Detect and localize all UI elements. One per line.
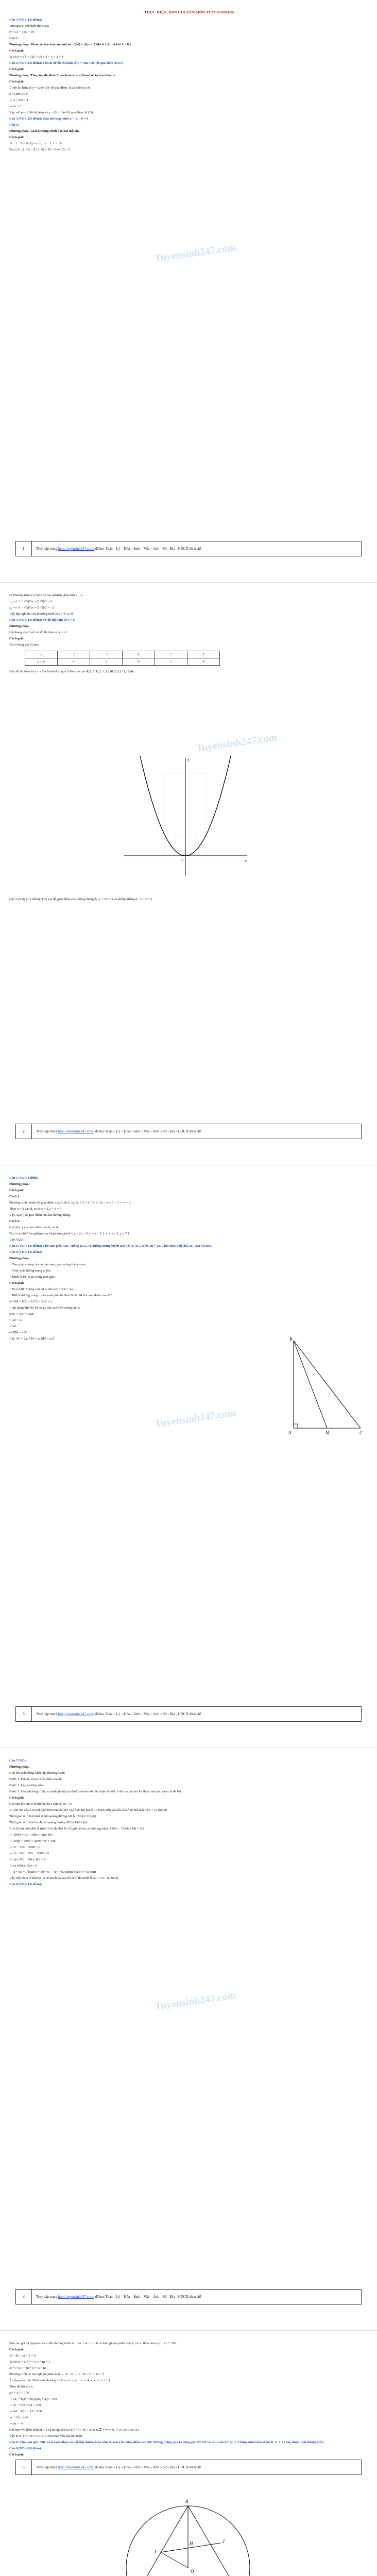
page-3 [0, 1165, 377, 1748]
table-cell: 1 [155, 651, 187, 658]
text-line: Câu 3: [9, 123, 19, 127]
text-line: Áp dụng hệ thức Vi-ét cho phương trình ta có: { x₁ + x₂ = 4; x₁x₂ = m + 1 } [9, 2379, 111, 2382]
text-line: Gọi A(x; y) là giao điểm của d₁ và d₂ [9, 1226, 59, 1229]
label-b: B [289, 1336, 293, 1342]
text-line: Cách giải: [9, 2348, 24, 2351]
text-line: Theo đề bài ta có: [9, 2385, 33, 2388]
footer-prefix: Truy cập trang [36, 2295, 57, 2299]
text-line: ⇔ x² + 10x − 3000 = 0 [9, 1845, 41, 1849]
text-line: ⇔ −12m < 48 [9, 2416, 28, 2419]
page-footer [15, 541, 362, 556]
text-line: Giải bài toán bằng cách lập phương trình: [9, 1771, 65, 1775]
footer-suffix: để học Toán – Lý – Hóa – Sinh – Văn – Anh – Sử - Địa - GDCD tốt nhất! [95, 1712, 201, 1716]
page-3-content [9, 1175, 370, 1342]
page-4-lines [9, 1758, 370, 1887]
footer-link[interactable]: http://tuyensinh247.com/ [58, 547, 94, 551]
text-line: ⇔ 5 = 2m + 1 [9, 98, 28, 102]
footer-prefix: Truy cập trang [36, 2465, 57, 2469]
text-line: Cách giải: [9, 1189, 24, 1192]
label-o: O [191, 2569, 194, 2574]
text-line: Câu 9 (VD) (1,0 điểm): [9, 2447, 42, 2450]
text-line: Bước 2: Lập phương trình [9, 1784, 45, 1787]
label-j: J [222, 2539, 225, 2544]
text-line: + BM là đường trung tuyến xuất phát từ đỉnh B đến M là trung điểm của AC [9, 1294, 112, 1297]
label-m: M [325, 1430, 330, 1435]
table-row-x [25, 651, 220, 658]
footer-suffix: để học Toán – Lý – Hóa – Sinh – Văn – Anh – Sử - Địa - GDCD tốt nhất! [95, 547, 201, 551]
page-2 [0, 583, 377, 1165]
y-axis-label: y [187, 757, 190, 762]
circle-figure [103, 2485, 273, 2576]
label-a: A [185, 2499, 188, 2504]
page-number: 5 [16, 2460, 32, 2475]
page-footer [15, 2460, 362, 2475]
text-line: ⇔ m > −4 [9, 2422, 24, 2426]
page-2-lines [9, 592, 370, 648]
footer-text [32, 1711, 201, 1717]
text-line: Câu 1: [9, 37, 19, 40]
footer-text [32, 546, 201, 551]
footer-link[interactable]: http://tuyensinh247.com/ [58, 1129, 94, 1133]
page-5 [0, 2331, 377, 2576]
page-2-content [9, 592, 370, 675]
text-line: + Áp dụng định lý Py-ta-go cho ΔABM vuông tại A: [9, 1306, 80, 1310]
label-i: I [155, 2549, 156, 2554]
text-line: ⇔ x + 60 = 0 hoặc x − 50 = 0 ⇔ x = −60 (ktm) hoặc x = 50 (tm) [9, 1870, 96, 1874]
page-number: 2 [16, 1124, 32, 1139]
segment-ab [134, 2506, 188, 2576]
text-line: Thay x = 2 vào d₁ ta có y = 2.2 + 3 = 7 [9, 1207, 61, 1211]
text-line: Câu 3 (VD) (1,0 điểm): Giải phương trình x² − x − 6 = 0 [9, 117, 89, 121]
text-line: Câu 4 (VD) (1,0 điểm): Vẽ đồ thị hàm số y = x² [9, 618, 76, 622]
text-line: Cách giải: [9, 1796, 24, 1800]
text-line: x² − x − 6 = 0 (1); a = 1, b = −1, c = −6 [9, 142, 62, 145]
table-row-y [25, 658, 220, 666]
text-line: + Tính chất đường trung tuyến. [9, 1269, 52, 1273]
text-line: Câu 2 (VD) (1,0 điểm): Tìm m để đồ thị hàm số y = (2m+1)x² đi qua điểm A(1;5) [9, 61, 124, 65]
text-line: Vì vận tốc của ô tô thứ nhất lớn hơn vận tốc của ô tô thứ hai là 10 km/h nên vận tốc của ô tô thứ nhất là x + 10 (km/h) [9, 1808, 167, 1812]
text-line: Vậy m ∈ {−3;−2;−1;0;1;2} thỏa mãn yêu cầu bài toán. [9, 2434, 83, 2438]
segment-ac [188, 2506, 242, 2576]
right-angle-mark [294, 1424, 298, 1428]
text-line: 5 = (2m+1).1² [9, 92, 28, 96]
text-line: BM² = AB² + AM² [9, 1312, 35, 1316]
q3-title: Câu 3 (VD) (1,0 điểm): [9, 18, 42, 22]
text-line: Câu 7 (VD): [9, 1759, 27, 1762]
text-line: Δ' = (−2)² − (m+1) = 3 − m [9, 2366, 46, 2370]
text-line: Phương pháp: [9, 1765, 30, 1769]
text-line: Ta có bảng giá trị sau: [9, 643, 39, 647]
text-line: ⇔ (x₁ + x₂)³ − 3x₁x₂(x₁ + x₂) < 100 [9, 2397, 57, 2401]
table-cell: 1 [155, 658, 187, 666]
table-cell: 0 [123, 651, 155, 658]
text-line: Cách giải: [9, 80, 24, 83]
text-line: Tính giá trị các biểu thức sau: [9, 24, 49, 28]
text-line: Phương pháp: Thay tọa độ điểm A vào hàm số y = (2m+1)x² ta tìm được m. [9, 74, 116, 77]
table-cell: −2 [58, 651, 90, 658]
text-line: Cách giải: [9, 1281, 24, 1285]
text-line: Ta có Δ = (−1)² − 4.1.(−6) = 25 > 0 ⇒ √Δ = 5 [9, 148, 70, 151]
footer-link[interactable]: http://tuyensinh247.com/ [58, 1712, 94, 1716]
label-a: A [288, 1430, 292, 1435]
text-line: Vì đồ thị hàm số y = (2m+1)x² đi qua điểm A(1;5) nên ta có: [9, 86, 91, 90]
text-line: Ta có: a = 1, b = −4, c = m + 1 [9, 2360, 50, 2364]
text-line: Cách giải: [9, 49, 24, 53]
text-line: Cách giải: [9, 637, 24, 640]
text-line: ⇔ 4³ − 3(m+1).4 < 100 [9, 2403, 41, 2407]
footer-link[interactable]: http://tuyensinh247.com/ [58, 2295, 94, 2299]
label-h: H [190, 2541, 193, 2546]
text-line: ⇔ x(x+60) − 50(x+60) = 0 [9, 1858, 46, 1861]
text-line: Bước 3: Giải phương trình, so sánh giá trị tìm được của ẩn với điều kiện ở bước 1 để tìm câu trả lời thỏa mãn yêu cầu của đề bài. [9, 1790, 182, 1793]
text-line: = 4a² + a² [9, 1318, 23, 1322]
x-axis-label: x [245, 858, 247, 863]
origin-label: O [181, 858, 184, 862]
text-line: = 5a² [9, 1325, 16, 1328]
footer-prefix: Truy cập trang [36, 547, 57, 551]
footer-text [32, 2294, 201, 2299]
watermark: Tuyensinh247.com [195, 732, 278, 754]
text-line: P = √4 + √25 − √9 [9, 30, 34, 34]
watermark: Tuyensinh247.com [154, 1407, 237, 1430]
page-4 [0, 1748, 377, 2331]
page-1 [0, 0, 377, 583]
text-line: Câu 6 (TH) (1,0 điểm): [9, 1250, 42, 1254]
text-line: ⇔ x² + 60x − 50x − 3000 = 0 [9, 1852, 49, 1855]
q5-line: Câu 5 (VD) (1,0 điểm): Tìm tọa độ giao điểm của đường thẳng d₁: y = 2x + 3 và đường thẳng d₂: y = x + 5 [9, 897, 152, 901]
text-line: ⇔ 300(x+10) − 300x = x(x+10) [9, 1833, 53, 1837]
watermark: Tuyensinh247.com [154, 1990, 237, 2012]
value-table [25, 651, 220, 666]
text-line: Câu 9: Cho tam giác ABC có ba góc nhọn và nội tiếp đường tròn tâm O. Gọi I là trung điểm của AB; đường thẳng qua I vuông góc với AO và cắt cạnh AC tại J. Chứng minh bốn điểm B, C, J, I cùng thuộc một đường tròn. [9, 2441, 324, 2444]
page-number: 4 [16, 2290, 32, 2304]
watermark: Tuyensinh247.com [154, 242, 237, 264]
text-line: Ta có tọa độ A là nghiệm của hệ phương trình { y = 2x + 3; y = x + 5 } ⇔ { x = 2; y = 7 } [9, 1232, 130, 1235]
text-line: Vậy A(2;7) [9, 1238, 25, 1242]
table-cell: 1 [90, 658, 123, 666]
page-5-content [9, 2340, 370, 2458]
text-line: Phương pháp: [9, 1182, 30, 1186]
footer-suffix: để học Toán – Lý – Hóa – Sinh – Văn – Anh – Sử - Địa - GDCD tốt nhất! [95, 1129, 201, 1133]
page-4-content [9, 1757, 370, 1888]
text-line: ⇔ 300x + 3000 − 300x = x² + 10x [9, 1839, 56, 1843]
text-line: Phương trình có hai nghiệm phân biệt ⇔ Δ' > 0 ⇔ 3 − m > 0 ⇔ m < 3 [9, 2372, 104, 2376]
text-line: Câu 5 (VD) (1 điểm): [9, 1176, 40, 1180]
text-line: + Định lý Py-ta-go trong tam giác. [9, 1275, 56, 1279]
text-line: Thời gian ô tô thứ hai đi hết quãng đường AB là 150/x (h) [9, 1821, 87, 1824]
parabola-graph [118, 753, 252, 882]
segment-bc [294, 1341, 361, 1428]
page-number: 1 [16, 541, 32, 556]
text-line: ⇔ m = 2 [9, 105, 22, 108]
text-line: Phương pháp: Giải phương trình bậc hai một ẩn. [9, 129, 80, 133]
text-line: Cách 1: [9, 1195, 21, 1198]
graph-caption: Vậy đồ thị hàm số y = x² là Parabol đi qua 5 điểm có tọa độ (−2;4), (−1;1), (0;0), (1;1), (2;4) [9, 670, 133, 673]
label-c: C [359, 1430, 363, 1435]
page-1-lines [9, 17, 370, 152]
text-line: Câu 8 (VD) (1,0 điểm): [9, 1883, 42, 1886]
text-line: Phương pháp: [9, 1257, 30, 1260]
text-line: Thời gian ô tô thứ nhất đi hết quãng đường AB là 150/(x+10) (h) [9, 1815, 96, 1818]
table-cell: 4 [187, 658, 220, 666]
text-line: ⇒ Phương trình (1) luôn có hai nghiệm phân biệt x₁, x₂ [9, 594, 83, 597]
page-1-content [9, 9, 370, 153]
text-line: Vậy với m = 2 đồ thị hàm số y = (2m+1)x² đi qua điểm A(1;5) [9, 111, 93, 114]
text-line: Câu 6 (VD) (1,0 điểm): Cho tam giác ABC vuông tại A, có đường trung tuyến BM (M ∈ AC). Biết AB = 2a. Tính theo a độ dài AC, AM và BM. [9, 1244, 212, 1248]
text-line: Cách giải: [9, 67, 24, 71]
footer-link[interactable]: http://tuyensinh247.com/ [58, 2465, 94, 2469]
table-cell: −1 [90, 651, 123, 658]
text-line: + Tam giác vuông cần có hai cạnh, góc vuông bằng nhau. [9, 1263, 87, 1266]
text-line: + Vì ΔABC vuông cân tại A nên AC = AB = 2a [9, 1287, 73, 1291]
page-footer [15, 1124, 362, 1139]
table-cell: y = x² [25, 658, 58, 666]
text-line: Ta có P = √4 + √25 − √9 = 2 + 5 − 3 = 4 [9, 55, 63, 59]
page-footer [15, 2289, 362, 2304]
text-line: Phương pháp: [9, 624, 30, 628]
segment-bm [294, 1341, 327, 1428]
text-line: Vậy A(2;7) là giao điểm của hai đường thẳng. [9, 1213, 71, 1217]
footer-prefix: Truy cập trang [36, 1712, 57, 1716]
text-line: x² − 4x + m + 1 = 0 [9, 2354, 36, 2358]
footer-text [32, 1129, 201, 1134]
text-line: Vì ô tô thứ nhất đến B trước ô tô thứ hai là 1/2 giờ nên ta có phương trình: 150/x − 150/(x+10) = 1/2 [9, 1827, 144, 1831]
page-5-lines [9, 2341, 370, 2458]
table-cell: 2 [187, 651, 220, 658]
segment-io [161, 2552, 188, 2568]
text-line: Lập bảng giá trị rồi vẽ đồ thị hàm số y = x² [9, 631, 67, 634]
footer-suffix: để học Toán – Lý – Hóa – Sinh – Văn – Anh – Sử - Địa - GDCD tốt nhất! [95, 2295, 201, 2299]
triangle-abc-figure [278, 1335, 366, 1438]
table-cell: x [25, 651, 58, 658]
text-line: ⇔ 64 − 12m − 12 < 100 [9, 2410, 42, 2413]
table-cell: 0 [123, 658, 155, 666]
text-line: Bước 1: Đặt ẩn và tìm điều kiện của ẩn [9, 1777, 62, 1781]
text-line: ⇔ (x+60)(x−50) = 0 [9, 1864, 37, 1868]
text-line: Tìm các giá trị nguyên của m để phương trình x² − 4x + m + 1 = 0 có hai nghiệm phân biệt x₁ và x₂ thỏa mãn x₁³ + x₂³ < 100. [9, 2342, 177, 2345]
text-line: Vậy vận tốc ô tô thứ hai là 50 km/h và vận tốc ô tô thứ nhất là 50 + 10 = 60 km/h [9, 1876, 118, 1880]
doc-header: THỰC HIỆN: BAN CHUYÊN MÔN TUYENSINH247 [144, 10, 235, 14]
text-line: Cách giải: [9, 135, 24, 139]
text-line: Vậy AC = 2a; AM = a; BM = a√5 [9, 1337, 55, 1341]
text-line: Kết hợp với điều kiện m < 3 và m nguyên ta có { −4 < m < 3; m ∈ ℤ } ⇒ m ∈ {−3;−2;−1;0;1;2} [9, 2428, 139, 2432]
page-3-lines [9, 1175, 370, 1342]
page-footer [15, 1706, 362, 1722]
text-line: ⇒ BM = a√5 [9, 1331, 27, 1334]
text-line: x₁³ + x₂³ < 100 [9, 2391, 29, 2395]
footer-suffix: để học Toán – Lý – Hóa – Sinh – Văn – Anh – Sử - Địa - GDCD tốt nhất! [95, 2465, 201, 2469]
text-line: Gọi vận tốc của ô tô thứ hai là x (km/h) (x > 0) [9, 1802, 73, 1806]
table-cell: 4 [58, 658, 90, 666]
text-line: x₂ = (−b − √Δ)/2a = (1−5)/2 = −2 [9, 606, 54, 609]
text-line: Cách giải: [9, 2453, 24, 2456]
page-number: 3 [16, 1707, 32, 1721]
text-line: ⇒ AM = MC = AC/2 = 2a/2 = a [9, 1300, 52, 1303]
text-line: Phương trình hoành độ giao điểm của d₁ & d₂ là: 2x + 3 = x + 5 ⇔ 2x − x = 5 − 3 ⇔ x = 2 [9, 1201, 131, 1205]
text-line: Cách 2: [9, 1219, 21, 1223]
footer-prefix: Truy cập trang [36, 1129, 57, 1133]
text-line: x₁ = (−b + √Δ)/2a = (1+5)/2 = 3 [9, 600, 52, 603]
footer-text [32, 2465, 201, 2470]
text-line: Phương pháp: Khai căn bậc hai của một số: √(A²) = |A| = { A khi A ≥ 0; −A khi A < 0 } [9, 43, 131, 46]
text-line: Vậy tập nghiệm của phương trình là S = {−2;3} [9, 612, 74, 616]
